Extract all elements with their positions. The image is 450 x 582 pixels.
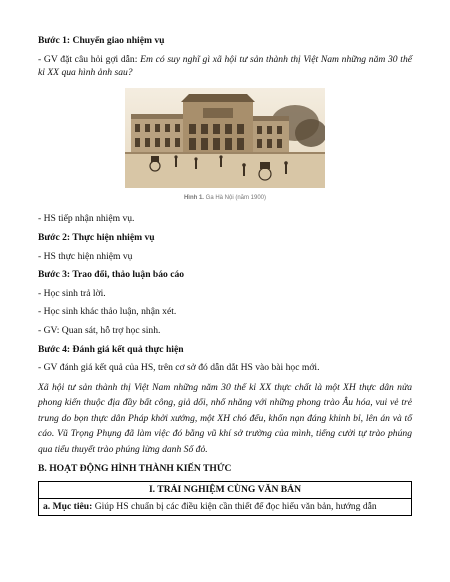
step2-line: - HS thực hiện nhiệm vụ bbox=[38, 250, 133, 262]
table-row bbox=[39, 498, 412, 515]
step3-line-1: - Học sinh trả lời. bbox=[38, 287, 106, 299]
figure-caption-text: Ga Hà Nội (năm 1900) bbox=[205, 194, 267, 201]
figure-caption bbox=[38, 192, 412, 206]
hanoi-station-photo bbox=[125, 88, 325, 188]
document-page bbox=[38, 34, 412, 516]
conclusion-paragraph: Xã hội tư sản thành thị Việt Nam những năm 30 thế kỉ XX thực chất là một XH thực dân nửa phong kiến thuộc địa đầy bất công, giả dối, nhố nhăng với những phong trào Âu hóa, vui vẻ trẻ trung do bọn thực dân Pháp khởi xướng, một XH chó đểu, khốn nạn đáng khinh bỉ, lên án và tố cáo. Vũ Trọng Phụng đã làm việc đó bằng vũ khí sở trường của mình, tiếng cười tự trào phúng qua tiểu thuyết trào phúng lừng danh Số đỏ. bbox=[38, 381, 412, 455]
objective-text: Giúp HS chuẩn bị các điều kiện cần thiết để đọc hiểu văn bản, hướng dẫn bbox=[92, 500, 377, 512]
table-cell-objective bbox=[39, 498, 412, 515]
table-header: I. TRẢI NGHIỆM CÙNG VĂN BẢN bbox=[39, 481, 412, 498]
step1-title: Bước 1: Chuyển giao nhiệm vụ bbox=[38, 35, 165, 46]
step2-title: Bước 2: Thực hiện nhiệm vụ bbox=[38, 231, 155, 243]
activity-table bbox=[38, 481, 412, 516]
step4-line: - GV đánh giá kết quả của HS, trên cơ sở đó dẫn dắt HS vào bài học mới. bbox=[38, 362, 320, 374]
step3-line-2: - Học sinh khác thảo luận, nhận xét. bbox=[38, 306, 177, 318]
section-b-heading: B. HOẠT ĐỘNG HÌNH THÀNH KIẾN THỨC bbox=[38, 463, 232, 475]
objective-label: a. Mục tiêu: bbox=[43, 500, 93, 512]
station-illustration bbox=[125, 88, 325, 188]
step1-question: Em có suy nghĩ gì xã hội tư sản thành thị Việt Nam những năm 30 thế kỉ XX qua hình ảnh sau? bbox=[38, 53, 412, 79]
step4-title: Bước 4: Đánh giá kết quả thực hiện bbox=[38, 343, 184, 355]
figure-caption-label: Hình 1. bbox=[183, 194, 204, 201]
step3-line-3: - GV: Quan sát, hỗ trợ học sinh. bbox=[38, 324, 161, 336]
step1-question-line bbox=[38, 53, 412, 80]
step3-title: Bước 3: Trao đổi, thảo luận báo cáo bbox=[38, 269, 185, 281]
table-row bbox=[39, 481, 412, 498]
receive-line: - HS tiếp nhận nhiệm vụ. bbox=[38, 213, 135, 225]
step1-prefix: - GV đặt câu hỏi gợi dẫn: bbox=[38, 53, 141, 65]
